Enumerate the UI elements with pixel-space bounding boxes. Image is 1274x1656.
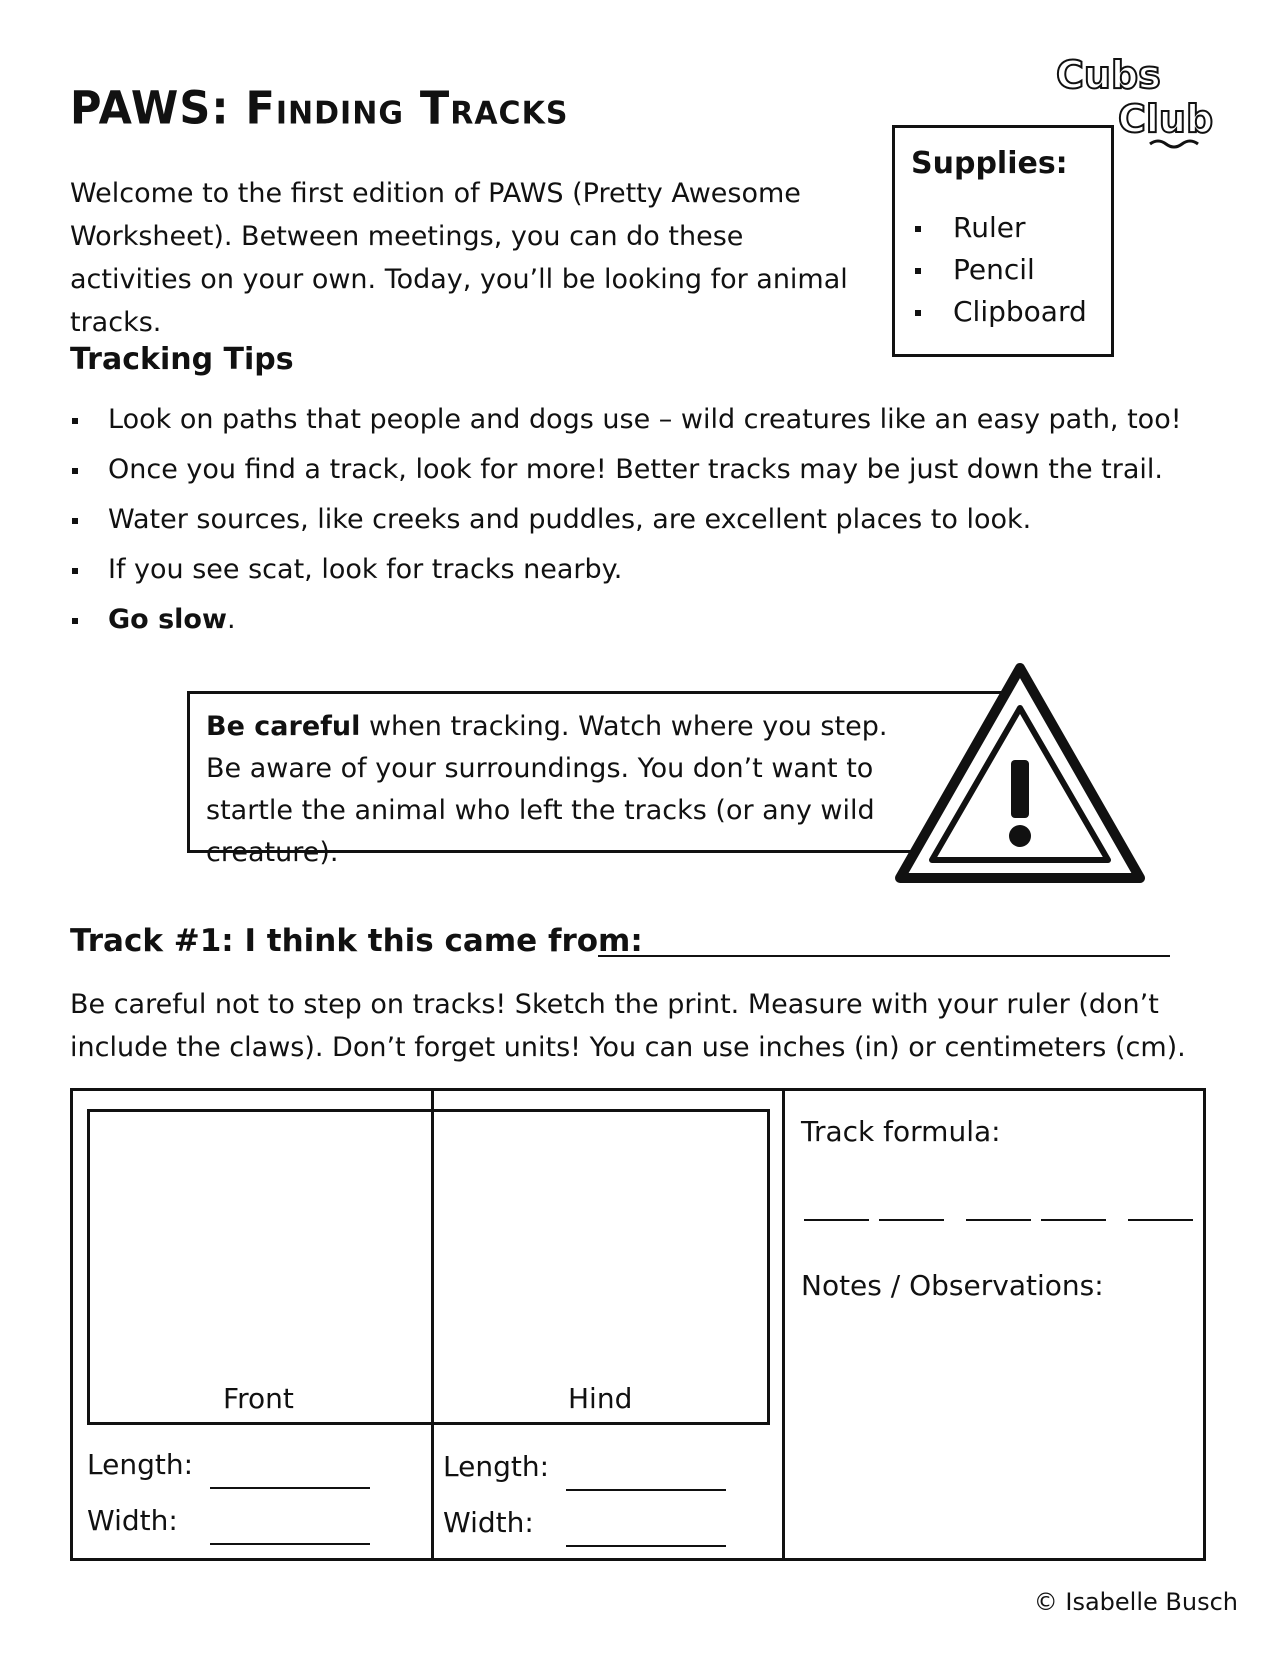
tip-tail: . (226, 604, 236, 635)
tip-item: Water sources, like creeks and puddles, are excellent places to look. (70, 504, 1200, 536)
supply-item: Clipboard (915, 291, 1087, 333)
logo-text-cubs: Cubs (1056, 53, 1161, 97)
track-table (70, 1088, 1206, 1561)
track-instructions: Be careful not to step on tracks! Sketch the print. Measure with your ruler (don’t include the claws). Don’t forget units! You can use inches (in) or centimeters (cm). (70, 989, 1186, 1063)
front-width-label: Width: (87, 1504, 178, 1537)
title-rest: Finding Tracks (245, 82, 569, 136)
track-answer-line[interactable] (598, 955, 1170, 957)
logo-text-club: Club (1118, 97, 1214, 141)
supplies-list (915, 207, 1087, 333)
column-divider (782, 1091, 785, 1558)
tip-item: Look on paths that people and dogs use – wild creatures like an easy path, too! (70, 404, 1200, 436)
warning-bold: Be careful (206, 711, 361, 742)
copyright: © Isabelle Busch (1033, 1588, 1238, 1616)
warning-icon (890, 660, 1150, 890)
tip-item: Once you find a track, look for more! Better tracks may be just down the trail. (70, 454, 1200, 486)
formula-blank[interactable] (966, 1219, 1031, 1221)
intro-paragraph: Welcome to the first edition of PAWS (Pretty Awesome Worksheet). Between meetings, you can do these activities on your own. Today, you’ll be looking for animal tracks. (70, 178, 848, 338)
supplies-heading: Supplies: (911, 146, 1068, 181)
logo-paw-squiggle (1150, 141, 1198, 147)
page-title (70, 83, 568, 136)
tip-bold: Go slow (108, 604, 227, 635)
hind-length-label: Length: (443, 1450, 550, 1483)
front-length-label: Length: (87, 1448, 194, 1481)
formula-blank[interactable] (1041, 1219, 1106, 1221)
title-prefix: PAWS: (70, 82, 230, 136)
formula-blank[interactable] (879, 1219, 944, 1221)
hind-sketch-area[interactable] (431, 1109, 770, 1425)
formula-label: Track formula: (801, 1115, 1001, 1148)
formula-blank[interactable] (1128, 1219, 1193, 1221)
front-length-blank[interactable] (210, 1487, 370, 1489)
formula-blank[interactable] (804, 1219, 869, 1221)
supply-item: Pencil (915, 249, 1087, 291)
front-sketch-area[interactable] (87, 1109, 434, 1425)
supplies-box (892, 125, 1114, 357)
hind-length-blank[interactable] (566, 1489, 726, 1491)
hind-label: Hind (568, 1382, 633, 1415)
tip-item (70, 604, 1200, 636)
tips-list (70, 404, 1200, 654)
tips-heading: Tracking Tips (70, 342, 294, 377)
tip-item: If you see scat, look for tracks nearby. (70, 554, 1200, 586)
hind-width-blank[interactable] (566, 1545, 726, 1547)
track-heading: Track #1: I think this came from: (70, 923, 643, 959)
hind-width-label: Width: (443, 1506, 534, 1539)
front-width-blank[interactable] (210, 1543, 370, 1545)
notes-label: Notes / Observations: (801, 1269, 1104, 1302)
front-label: Front (223, 1382, 294, 1415)
warning-body: when tracking. Watch where you step. Be aware of your surroundings. You don’t want to startle the animal who left the tracks (or any wild creature). (206, 711, 888, 868)
supply-item: Ruler (915, 207, 1087, 249)
warning-text (206, 706, 926, 874)
